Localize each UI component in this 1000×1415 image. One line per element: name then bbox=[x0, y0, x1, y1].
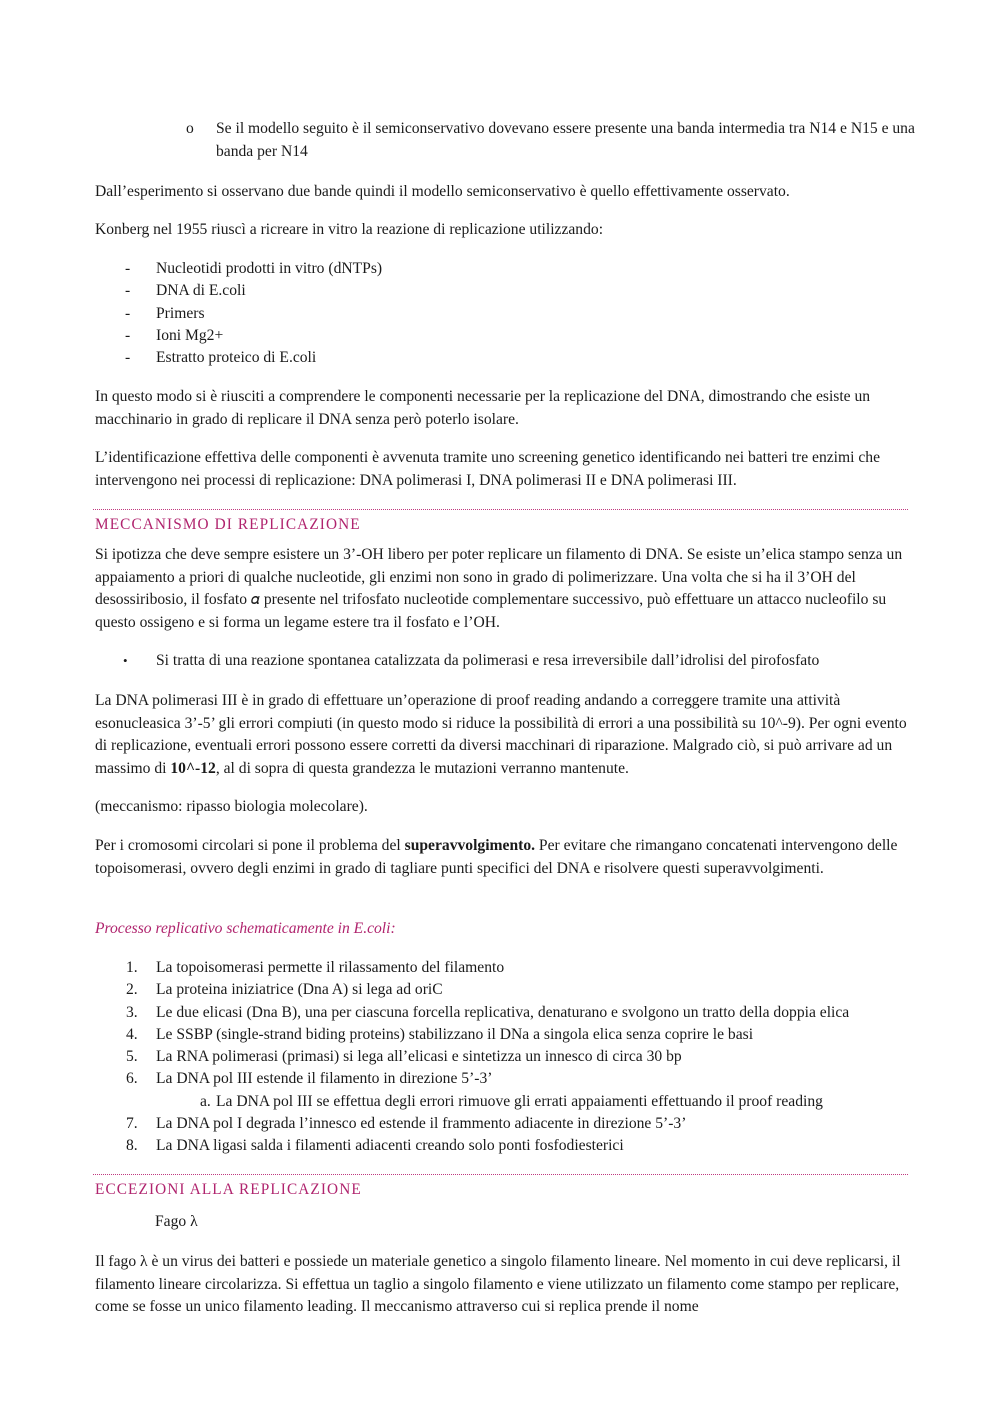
section-heading: ECCEZIONI ALLA REPLICAZIONE bbox=[95, 1181, 362, 1198]
paragraph: Konberg nel 1955 riuscì a ricreare in vitro la reazione di replicazione utilizzando: bbox=[95, 221, 604, 238]
list-item: 1. La topoisomerasi permette il rilassamento del filamento bbox=[126, 959, 505, 976]
paragraph: In questo modo si è riusciti a comprendere le componenti necessarie per la replicazione del DNA, dimostrando che esiste un macchinario in grado di replicare il DNA senza però poterlo isolare. bbox=[95, 388, 871, 428]
paragraph: (meccanismo: ripasso biologia molecolare). bbox=[95, 798, 368, 815]
list-subitem: a. La DNA pol III se effettua degli errori rimuove gli errati appaiamenti effettuando il proof reading bbox=[200, 1092, 823, 1110]
paragraph: L’identificazione effettiva delle componenti è avvenuta tramite uno screening genetico identificando nei batteri tre enzimi che intervengono nei processi di replicazione: DNA polimerasi I, DNA polimerasi II e DNA polimerasi III. bbox=[95, 449, 880, 489]
process-title: Processo replicativo schematicamente in E.coli: bbox=[95, 920, 396, 937]
list-item: 6. La DNA pol III estende il filamento in direzione 5’-3’ bbox=[126, 1070, 493, 1088]
list-item: 2. La proteina iniziatrice (Dna A) si lega ad oriC bbox=[126, 981, 443, 999]
list-item: 3. Le due elicasi (Dna B), una per ciascuna forcella replicativa, denaturano e svolgono un tratto della doppia elica bbox=[126, 1003, 850, 1021]
components-list bbox=[95, 258, 915, 369]
list-item: Se il modello seguito è il semiconservativo dovevano essere presente una banda intermedia tra N14 e N15 e una banda per N14 bbox=[216, 120, 915, 160]
section-divider bbox=[93, 509, 908, 510]
list-item: - Primers bbox=[125, 304, 205, 322]
list-item: - Nucleotidi prodotti in vitro (dNTPs) bbox=[125, 260, 383, 277]
list-item: 7. La DNA pol I degrada l’innesco ed estende il frammento adiacente in direzione 5’-3’ bbox=[126, 1115, 687, 1133]
list-item: - DNA di E.coli bbox=[125, 282, 246, 300]
bold-value: 10^-12 bbox=[170, 759, 216, 777]
paragraph: Per i cromosomi circolari si pone il problema del superavvolgimento. Per evitare che rimangano concatenati intervengono delle topoisomerasi, ovvero degli enzimi in grado di tagliare punti specifici del DNA e risolvere questi superavvolgimenti. bbox=[95, 837, 898, 877]
list-item: 8. La DNA ligasi salda i filamenti adiacenti creando solo ponti fosfodiesterici bbox=[126, 1137, 624, 1155]
list-item: 5. La RNA polimerasi (primasi) si lega all’elicasi e sintetizza un innesco di circa 30 bp bbox=[126, 1048, 682, 1066]
list-item: - Estratto proteico di E.coli bbox=[125, 349, 317, 367]
list-bullet: • bbox=[123, 653, 128, 668]
list-item: Si tratta di una reazione spontanea catalizzata da polimerasi e resa irreversibile dall’idrolisi del pirofosfato bbox=[156, 652, 820, 669]
paragraph: Si ipotizza che deve sempre esistere un 3’-OH libero per poter replicare un filamento di DNA. Se esiste un’elica stampo senza un appaiamento a priori di qualche nucleotide, gli enzimi non sono in grado di polimerizzare. Una volta che si ha il 3’OH del desossiribosio, il fosfato 𝛼 presente nel trifosfato nucleotide complementare successivo, può effettuare un attacco nucleofilo su questo ossigeno e si forma un legame estere tra il fosfato e l’OH. bbox=[95, 546, 903, 631]
section-divider bbox=[93, 1174, 908, 1175]
list-item: 4. Le SSBP (single-strand biding proteins) stabilizzano il DNa a singola elica senza coprire le basi bbox=[126, 1025, 754, 1043]
list-item: - Ioni Mg2+ bbox=[125, 326, 224, 344]
list-bullet: o bbox=[186, 120, 194, 137]
paragraph: Dall’esperimento si osservano due bande quindi il modello semiconservativo è quello effettivamente osservato. bbox=[95, 183, 790, 200]
paragraph: Il fago λ è un virus dei batteri e possiede un materiale genetico a singolo filamento lineare. Nel momento in cui deve replicarsi, il filamento lineare circolarizza. Si effettua un taglio a singolo filamento e viene utilizzato un filamento come stampo per replicare, come se fosse un unico filamento leading. Il meccanismo attraverso cui si replica prende il nome bbox=[95, 1253, 901, 1315]
paragraph: La DNA polimerasi III è in grado di effettuare un’operazione di proof reading andando a correggere tramite una attività esonucleasica 3’-5’ gli errori compiuti (in questo modo si riduce la possibilità di errori a una possibilità su 10^-9). Per ogni evento di replicazione, eventuali errori possono essere corretti da diversi macchinari di riparazione. Malgrado ciò, si può arrivare ad un massimo di 10^-12, al di sopra di questa grandezza le mutazioni verranno mantenute. bbox=[95, 692, 907, 777]
subsection-title: Fago λ bbox=[155, 1213, 198, 1230]
bold-term: superavvolgimento. bbox=[404, 837, 536, 854]
process-steps-list bbox=[95, 957, 915, 1158]
section-heading: MECCANISMO DI REPLICAZIONE bbox=[95, 516, 361, 533]
